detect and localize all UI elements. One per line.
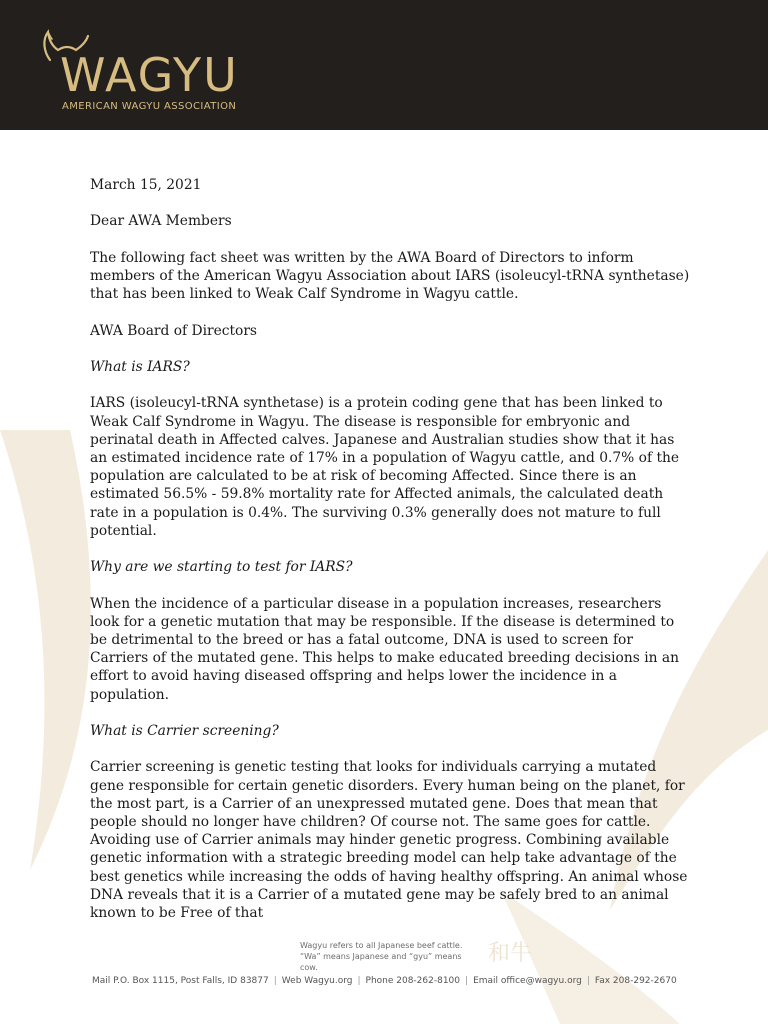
- wagyu-kanji: 和牛: [488, 941, 533, 966]
- separator: |: [273, 976, 277, 986]
- separator: |: [586, 976, 590, 986]
- letter-date: March 15, 2021: [90, 177, 202, 193]
- contact-footer: [92, 976, 692, 986]
- letter-body: [90, 176, 690, 922]
- footer-note-line: “Wa” means Japanese and “gyu” means cow.: [300, 952, 462, 972]
- section-heading: What is Carrier screening?: [90, 722, 279, 739]
- letter-signature: AWA Board of Directors: [90, 322, 258, 339]
- section-heading: What is IARS?: [90, 358, 190, 375]
- logo-wordmark: WAGYU: [60, 48, 239, 102]
- web-link[interactable]: Web Wagyu.org: [281, 976, 353, 986]
- letterhead-banner: [0, 0, 768, 130]
- footer-note: [300, 940, 480, 973]
- fax-number: Fax 208-292-2670: [594, 976, 677, 986]
- separator: |: [357, 976, 361, 986]
- logo-subtitle: AMERICAN WAGYU ASSOCIATION: [62, 101, 237, 112]
- phone-number: Phone 208-262-8100: [365, 976, 461, 986]
- section-body: When the incidence of a particular disease in a population increases, researchers look for a genetic mutation that may be responsible. If the disease is determined to be detrimental to the breed or has a fatal outcome, DNA is used to screen for Carriers of the mutated gene. This helps to make educated breeding decisions in an effort to avoid having diseased offspring and helps lower the incidence in a population.: [90, 595, 680, 703]
- section-heading: Why are we starting to test for IARS?: [90, 559, 353, 576]
- mail-address: Mail P.O. Box 1115, Post Falls, ID 83877: [92, 976, 269, 986]
- separator: |: [465, 976, 469, 986]
- letter-salutation: Dear AWA Members: [90, 213, 232, 230]
- letter-intro: The following fact sheet was written by the AWA Board of Directors to inform members of the American Wagyu Association about IARS (isoleucyl-tRNA synthetase) that has been linked to Weak Calf Syndrome in Wagyu cattle.: [90, 249, 690, 303]
- section-body: Carrier screening is genetic testing that looks for individuals carrying a mutated gene responsible for certain genetic disorders. Every human being on the planet, for the most part, is a Carrier of an unexpressed mutated gene. Does that mean that people should no longer have children? Of course not. The same goes for cattle. Avoiding use of Carrier animals may hinder genetic progress. Combining available genetic information with a strategic breeding model can help take advantage of the best genetics while increasing the odds of having healthy offspring. An animal whose DNA reveals that it is a Carrier of a mutated gene may be safely bred to an animal known to be Free of that: [90, 759, 688, 921]
- footer-note-line: Wagyu refers to all Japanese beef cattle.: [300, 941, 463, 950]
- section-body: IARS (isoleucyl-tRNA synthetase) is a protein coding gene that has been linked to Weak Calf Syndrome in Wagyu. The disease is responsible for embryonic and perinatal death in Affected calves. Japanese and Australian studies show that it has an estimated incidence rate of 17% in a population of Wagyu cattle, and 0.7% of the population are calculated to be at risk of becoming Affected. Since there is an estimated 56.5% - 59.8% mortality rate for Affected animals, the calculated death rate in a population is 0.4%. The surviving 0.3% generally does not mature to full potential.: [90, 395, 680, 539]
- email-link[interactable]: Email office@wagyu.org: [473, 976, 582, 986]
